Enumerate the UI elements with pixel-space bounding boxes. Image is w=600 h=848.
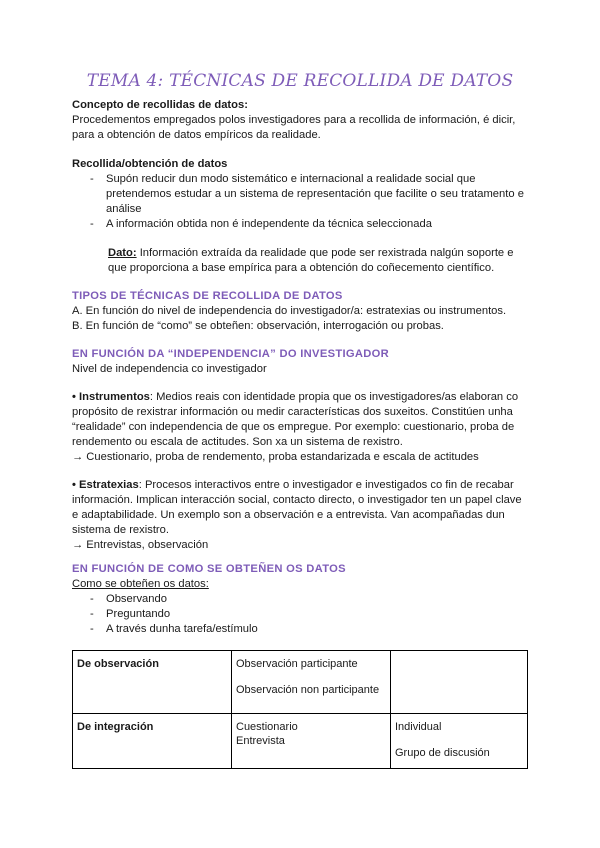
- cell-line: Observación participante: [236, 658, 358, 670]
- dato-text: Información extraída da realidade que pode ser rexistrada nalgún soporte e que proporciona a base empírica para a obtención do coñecemento científico.: [108, 247, 514, 274]
- page-title: TEMA 4: TÉCNICAS DE RECOLLIDA DE DATOS: [86, 71, 514, 91]
- estratexias-text: : Procesos interactivos entre o investigador e investigados co fin de recabar información. Implican interacción social, contacto directo, o investigador ten un papel clave e adaptabilidade. Un exemplo son a observación e a entrevista. Van acompañadas dun sistema de rexistro.: [72, 479, 522, 536]
- instrumentos-label: • Instrumentos: [72, 391, 150, 403]
- estratexias-paragraph: [72, 478, 528, 538]
- recollida-heading: Recollida/obtención de datos: [72, 158, 228, 170]
- cell-line: Individual: [395, 721, 442, 733]
- table-cell: [391, 651, 528, 714]
- como-list: [72, 592, 528, 637]
- independencia-sub: Nivel de independencia co investigador: [72, 363, 267, 375]
- concepto-text: Procedementos empregados polos investigadores para a recollida de información, é dicir, para a obtención de datos empíricos da realidade.: [72, 114, 516, 141]
- tipos-item-b: B. En función de “como” se obteñen: observación, interrogación ou probas.: [72, 320, 444, 332]
- como-heading: EN FUNCIÓN DE COMO SE OBTEÑEN OS DATOS: [72, 563, 346, 575]
- table-cell: [232, 714, 391, 769]
- table-cell: De observación: [73, 651, 232, 714]
- como-section: [72, 577, 528, 637]
- independencia-section: [72, 362, 528, 553]
- recollida-section: [72, 157, 528, 276]
- instrumentos-arrow: → Cuestionario, proba de rendemento, proba estandarizada e escala de actitudes: [72, 451, 479, 463]
- concepto-section: [72, 98, 528, 143]
- estratexias-arrow: → Entrevistas, observación: [72, 539, 209, 551]
- table-row: [73, 714, 528, 769]
- list-item: - A información obtida non é independente da técnica seleccionada: [72, 217, 528, 232]
- cell-line: Entrevista: [236, 735, 285, 747]
- cell-line: Observación non participante: [236, 684, 380, 696]
- como-sub: Como se obteñen os datos:: [72, 578, 209, 590]
- table-cell: [391, 714, 528, 769]
- instrumentos-paragraph: [72, 390, 528, 450]
- instrumentos-text: : Medios reais con identidade propia que os investigadores/as elaboran co propósito de rexistrar información ou medir características dos suxeitos. Constitúen unha “realidade” con independencia de que os empregue. Por exemplo: cuestionario, proba de rendemento ou escala de actitudes. Son xa un sistema de rexistro.: [72, 391, 519, 448]
- table-row: [73, 651, 528, 714]
- list-item: - Supón reducir dun modo sistemático e internacional a realidade social que pretendemos estudar a un sistema de representación que facilite o seu tratamento e análise: [72, 172, 528, 217]
- cell-line: Cuestionario: [236, 721, 298, 733]
- tipos-section: [72, 304, 528, 334]
- independencia-heading: EN FUNCIÓN DA “INDEPENDENCIA” DO INVESTIGADOR: [72, 348, 390, 360]
- table-cell: De integración: [73, 714, 232, 769]
- dato-label: Dato:: [108, 247, 137, 259]
- tipos-heading: TIPOS DE TÉCNICAS DE RECOLLIDA DE DATOS: [72, 290, 343, 302]
- list-item: - Observando: [72, 592, 528, 607]
- tipos-item-a: A. En función do nivel de independencia do investigador/a: estratexias ou instrumentos.: [72, 305, 507, 317]
- dato-definition: [72, 246, 528, 276]
- list-item: - Preguntando: [72, 607, 528, 622]
- estratexias-label: • Estratexias: [72, 479, 139, 491]
- cell-line: Grupo de discusión: [395, 747, 490, 759]
- recollida-list: [72, 172, 528, 232]
- techniques-table: [72, 650, 528, 769]
- table-cell: [232, 651, 391, 714]
- list-item: - A través dunha tarefa/estímulo: [72, 622, 528, 637]
- concepto-heading: Concepto de recollidas de datos:: [72, 99, 248, 111]
